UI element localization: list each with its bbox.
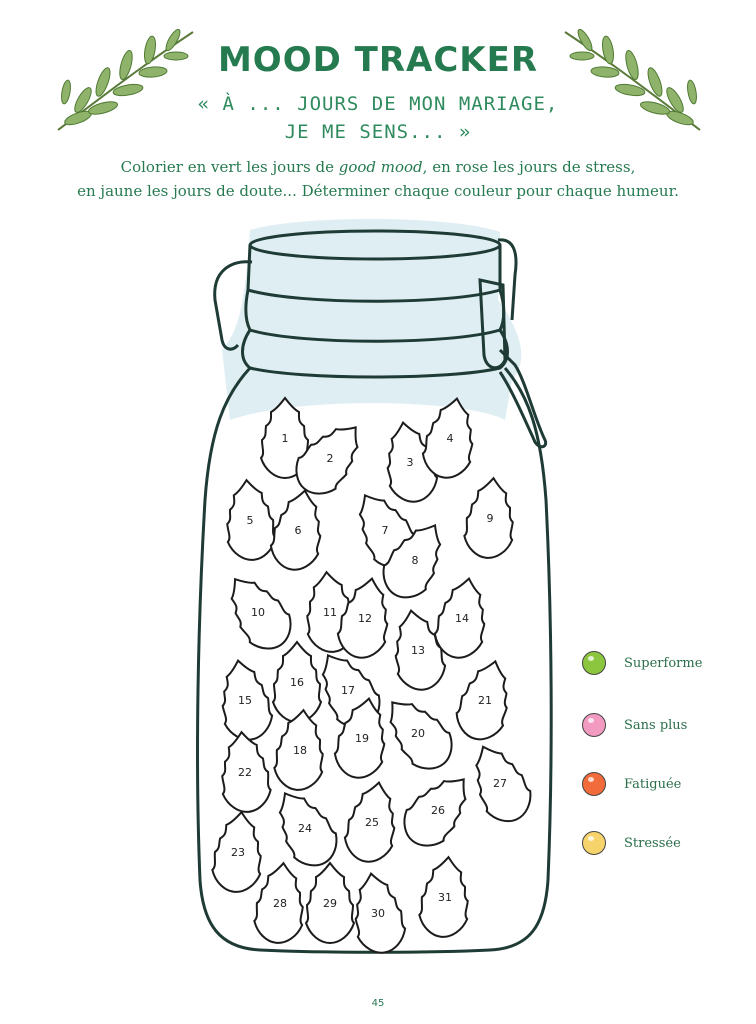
leaf-day-21 — [451, 655, 518, 745]
leaf-number: 7 — [381, 524, 389, 537]
leaf-day-18 — [273, 708, 328, 792]
leaf-number: 12 — [358, 612, 372, 625]
leaf-number: 20 — [411, 727, 425, 740]
leaf-day-15 — [214, 656, 275, 743]
legend-label: Sans plus — [624, 717, 688, 733]
leaf-number: 24 — [298, 822, 312, 835]
leaf-day-5 — [223, 478, 278, 562]
legend-item-superforme — [582, 648, 702, 678]
leaf-number: 18 — [293, 744, 307, 757]
legend-label: Superforme — [624, 655, 703, 671]
leaf-number: 1 — [281, 432, 289, 445]
quote-line-1: « À ... JOURS DE MON MARIAGE, — [197, 93, 559, 115]
legend-label: Fatiguée — [624, 776, 682, 792]
leaf-number: 30 — [371, 907, 385, 920]
legend-dot-pink — [582, 713, 606, 737]
legend-item-fatiguee — [582, 769, 681, 799]
leaf-number: 11 — [323, 606, 337, 619]
quote-line-2: JE ME SENS... » — [284, 121, 472, 143]
leaf-day-23 — [211, 810, 266, 894]
leaf-day-25 — [341, 778, 402, 865]
legend-dot-yellow — [582, 831, 606, 855]
leaf-day-26 — [394, 764, 482, 856]
leaf-day-24 — [264, 781, 346, 874]
leaf-day-16 — [273, 642, 321, 722]
leaf-day-12 — [334, 574, 395, 661]
leaves-group — [211, 394, 539, 956]
leaf-day-27 — [461, 737, 538, 830]
leaf-number: 27 — [493, 777, 507, 790]
legend-item-stressee — [582, 828, 681, 858]
legend-label: Stressée — [624, 835, 681, 851]
leaf-number: 28 — [273, 897, 287, 910]
page-title: MOOD TRACKER — [217, 40, 539, 80]
legend-item-sans-plus — [582, 710, 687, 740]
leaf-number: 10 — [251, 606, 265, 619]
legend-dot-orange — [582, 772, 606, 796]
leaf-number: 26 — [431, 804, 445, 817]
leaf-day-30 — [347, 869, 408, 956]
instructions-text-b: , en rose les jours de stress, — [422, 158, 636, 176]
instructions-text-a: Colorier en vert les jours de — [120, 158, 339, 176]
leaf-number: 6 — [294, 524, 302, 537]
leaf-number: 3 — [406, 456, 414, 469]
leaf-number: 2 — [326, 452, 334, 465]
leaf-number: 21 — [478, 694, 492, 707]
leaf-number: 25 — [365, 816, 379, 829]
leaf-number: 8 — [411, 554, 419, 567]
leaf-number: 14 — [455, 612, 469, 625]
legend-dot-green — [582, 651, 606, 675]
page-number: 45 — [371, 998, 385, 1009]
leaf-number: 13 — [411, 644, 425, 657]
leaf-number: 9 — [486, 512, 494, 525]
leaf-number: 15 — [238, 694, 252, 707]
leaf-day-29 — [306, 863, 354, 943]
leaf-number: 31 — [438, 891, 452, 904]
leaf-day-6 — [267, 486, 328, 573]
leaf-day-22 — [218, 730, 273, 814]
leaf-day-9 — [463, 476, 518, 560]
instructions-italic: good mood — [338, 158, 423, 176]
leaf-number: 4 — [446, 432, 454, 445]
leaf-number: 29 — [323, 897, 337, 910]
leaf-day-31 — [418, 855, 473, 939]
leaf-number: 5 — [246, 514, 254, 527]
leaf-number: 16 — [290, 676, 304, 689]
instructions-line-2: en jaune les jours de doute... Déterminer chaque couleur pour chaque humeur. — [77, 182, 679, 200]
leaf-day-20 — [374, 687, 462, 779]
leaf-day-14 — [431, 574, 492, 661]
leaf-number: 23 — [231, 846, 245, 859]
leaf-number: 19 — [355, 732, 369, 745]
leaf-day-10 — [215, 565, 300, 658]
leaf-number: 22 — [238, 766, 252, 779]
leaf-number: 17 — [341, 684, 355, 697]
